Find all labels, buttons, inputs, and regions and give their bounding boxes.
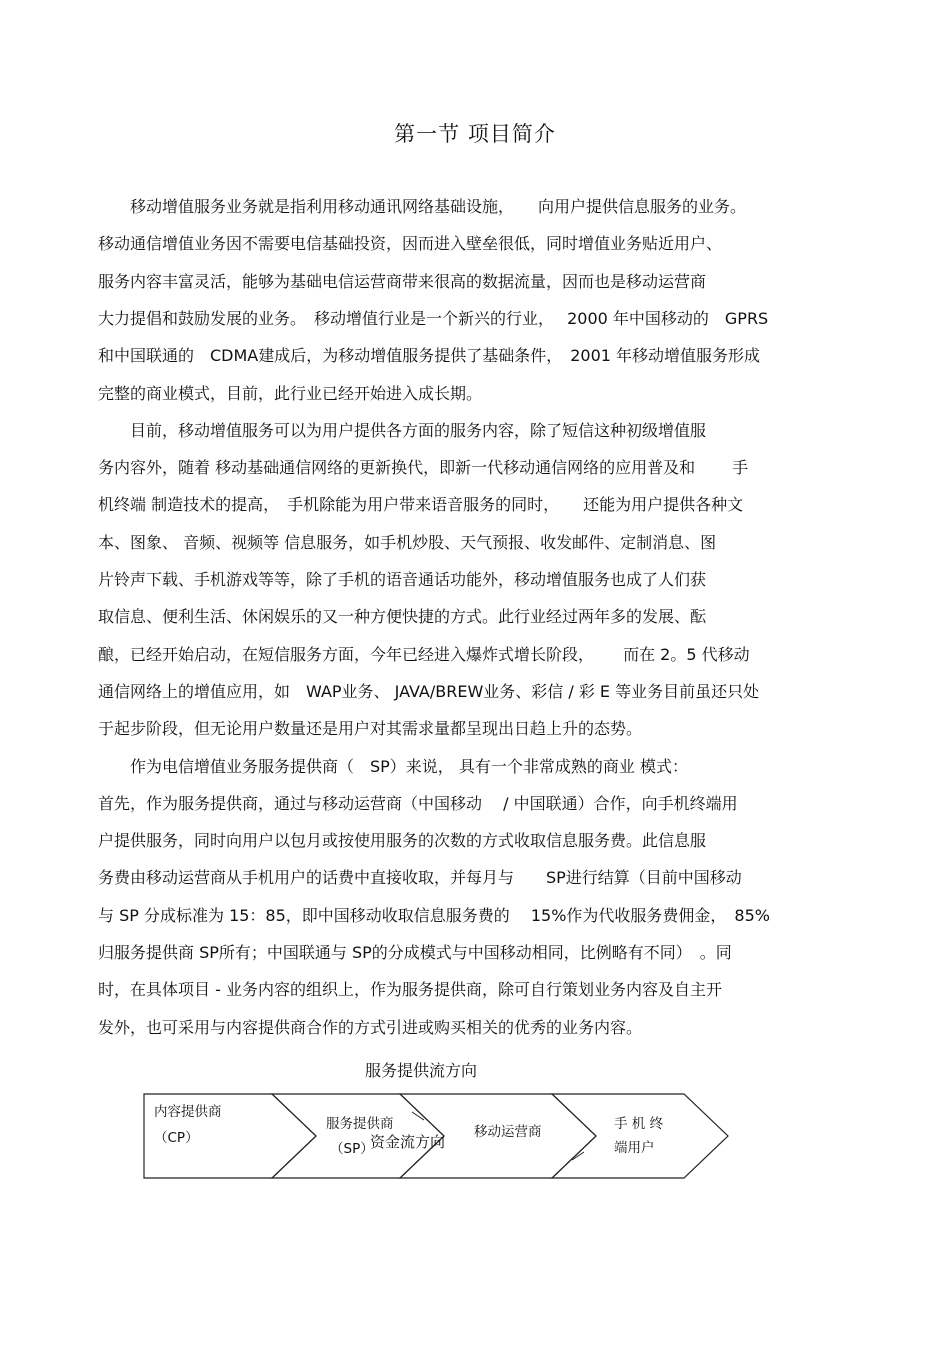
sp-label-2: （SP） bbox=[330, 1141, 374, 1157]
text-line: 本、图象、 音频、视频等 信息服务，如手机炒股、天气预报、收发邮件、定制消息、图 bbox=[98, 532, 717, 552]
text-line: 完整的商业模式，目前，此行业已经开始进入成长期。 bbox=[98, 383, 483, 403]
user-label-1: 手 机 终 bbox=[614, 1116, 664, 1132]
text-line: 移动通信增值业务因不需要电信基础投资，因而进入壁垒很低，同时增值业务贴近用户、 bbox=[98, 234, 723, 254]
cp-label-2: （CP） bbox=[154, 1130, 199, 1146]
text-line: 服务内容丰富灵活，能够为基础电信运营商带来很高的数据流量，因而也是移动运营商 bbox=[98, 271, 707, 291]
operator-label: 移动运营商 bbox=[474, 1124, 542, 1140]
cp-label-1: 内容提供商 bbox=[154, 1104, 222, 1120]
text-line: 于起步阶段，但无论用户数量还是用户对其需求量都呈现出日趋上升的态势。 bbox=[98, 719, 643, 739]
diagram-title: 服务提供流方向 bbox=[364, 1061, 477, 1080]
text-line: 务内容外，随着 移动基础通信网络的更新换代，即新一代移动通信网络的应用普及和 手 bbox=[98, 458, 749, 478]
text-line: 户提供服务，同时向用户以包月或按使用服务的次数的方式收取信息服务费。此信息服 bbox=[98, 831, 707, 851]
text-line: 取信息、便利生活、休闲娱乐的又一种方便快捷的方式。此行业经过两年多的发展、酝 bbox=[98, 607, 707, 627]
money-flow-label: 资金流方向 bbox=[370, 1133, 446, 1151]
text-line: 和中国联通的 CDMA建成后，为移动增值服务提供了基础条件， 2001 年移动增值服务形成 bbox=[98, 346, 761, 366]
text-line: 大力提倡和鼓励发展的业务。 移动增值行业是一个新兴的行业， 2000 年中国移动的 GPRS bbox=[98, 308, 769, 328]
user-label-2: 端用户 bbox=[614, 1140, 655, 1156]
text-line: 作为电信增值业务服务提供商（ SP）来说， 具有一个非常成熟的商业 模式： bbox=[98, 756, 688, 776]
text-line: 首先，作为服务提供商，通过与移动运营商（中国移动 / 中国联通）合作，向手机终端用 bbox=[98, 793, 738, 813]
text-line: 归服务提供商 SP所有；中国联通与 SP的分成模式与中国移动相同，比例略有不同） 。同 bbox=[98, 943, 732, 962]
text-line: 与 SP 分成标准为 15：85，即中国移动收取信息服务费的 15%作为代收服务费佣金， 85% bbox=[98, 905, 770, 925]
text-line: 移动增值服务业务就是指利用移动通讯网络基础设施， 向用户提供信息服务的业务。 bbox=[98, 197, 747, 216]
page-title: 第一节 项目简介 bbox=[394, 122, 556, 146]
text-line: 目前，移动增值服务可以为用户提供各方面的服务内容，除了短信这种初级增值服 bbox=[98, 420, 707, 440]
text-line: 发外，也可采用与内容提供商合作的方式引进或购买相关的优秀的业务内容。 bbox=[98, 1017, 643, 1037]
text-line: 务费由移动运营商从手机用户的话费中直接收取，并每月与 SP进行结算（目前中国移动 bbox=[98, 868, 742, 888]
flow-diagram bbox=[140, 1090, 740, 1185]
sp-label-1: 服务提供商 bbox=[326, 1116, 394, 1132]
user-box bbox=[552, 1094, 728, 1178]
text-line: 机终端 制造技术的提高， 手机除能为用户带来语音服务的同时， 还能为用户提供各种文 bbox=[98, 495, 744, 515]
text-line: 酿，已经开始启动，在短信服务方面，今年已经进入爆炸式增长阶段， 而在 2。5 代移动 bbox=[98, 644, 750, 664]
text-line: 片铃声下载、手机游戏等等，除了手机的语音通话功能外，移动增值服务也成了人们获 bbox=[98, 570, 707, 589]
text-line: 通信网络上的增值应用，如 WAP业务、 JAVA/BREW业务、彩信 / 彩 E 等业务目前虽还只处 bbox=[98, 681, 760, 701]
text-line: 时，在具体项目 - 业务内容的组织上，作为服务提供商，除可自行策划业务内容及自主开 bbox=[98, 980, 722, 1000]
